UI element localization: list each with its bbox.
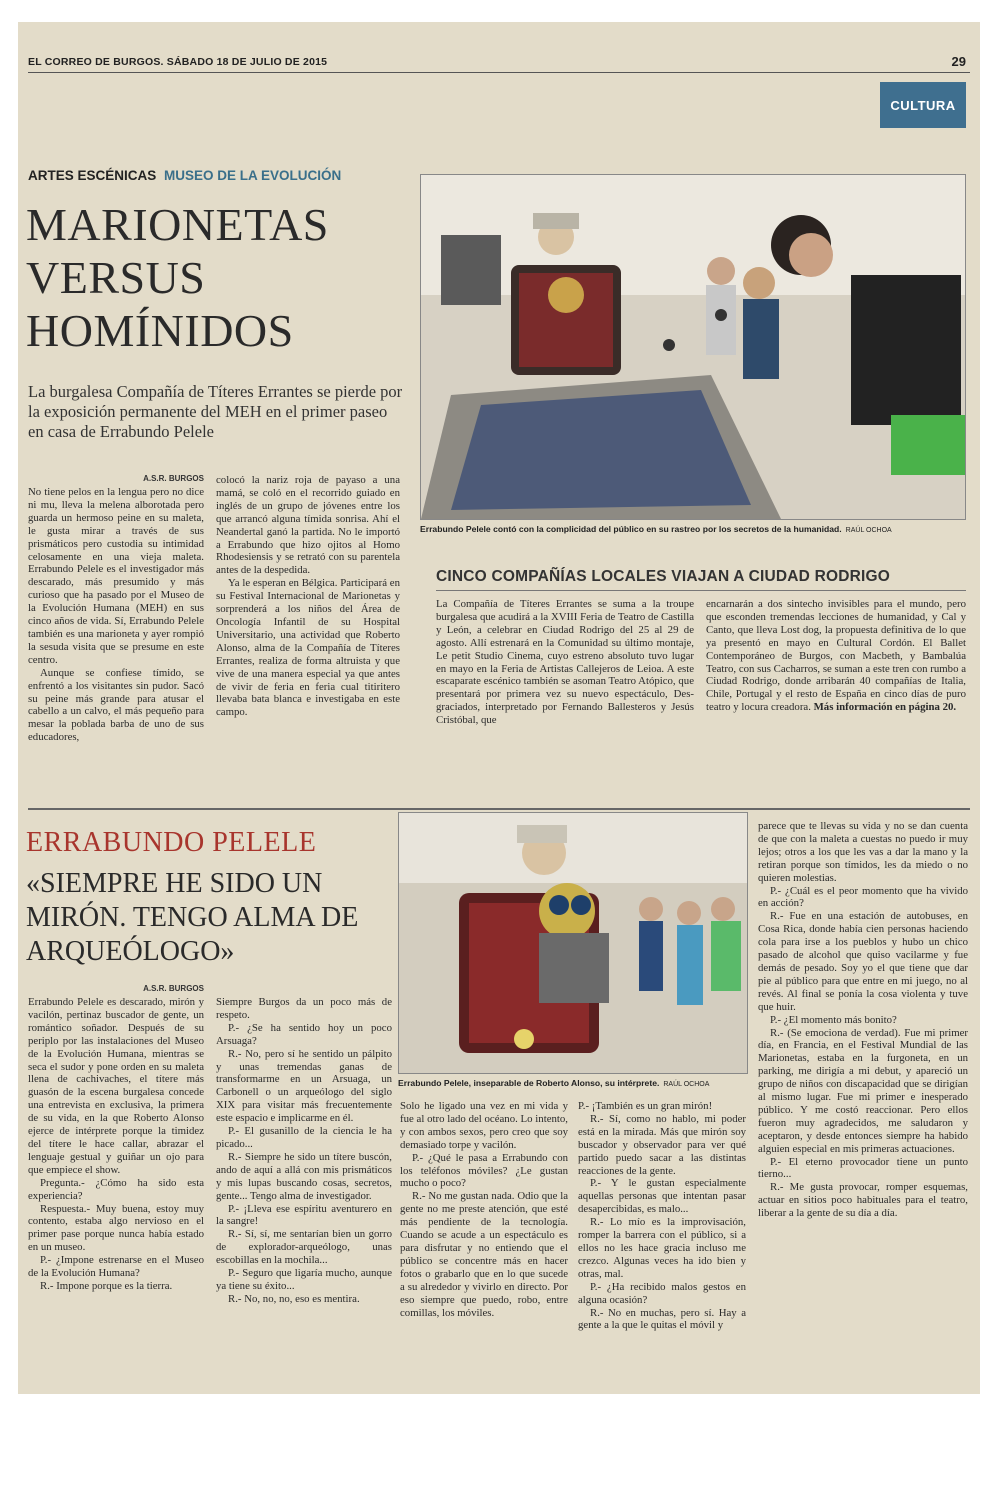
newspaper-page (18, 22, 980, 1394)
paragraph: R.- No en muchas, pero sí. Hay a gente a la que le quitas el móvil y (578, 1306, 746, 1332)
interview-column-2 (216, 996, 392, 1306)
paragraph: P.- ¿Qué le pasa a Errabundo con los teléfonos móviles? ¿Le gustan mucho o poco? (400, 1151, 568, 1190)
paragraph: P.- ¿El momento más bonito? (770, 1013, 897, 1026)
interview-name: ERRABUNDO PELELE (26, 827, 317, 858)
paragraph: Ya le esperan en Bélgica. Participará en su Festival Internacional de Marionetas y sorprenderá a los niños del Área de Oncología Infantil de su Hospital Universitario, una actividad que Roberto Alonso, alma de la Compañía de Títeres Errantes, realiza de forma altruista y que vive de una manera especial ya que antes de vivir de feria en feria cual titiritero llevaba bata blanca e investigaba en este campo. (216, 577, 400, 719)
kicker-category: ARTES ESCÉNICAS (28, 168, 157, 183)
paragraph: Aunque se confiese tímido, se enfrentó a los visitantes sin pudor. Sacó su peine más grande para atusar el cabello a un calvo, el más pequeño para mesar la poblada barba de uno de sus educadores, (28, 666, 204, 744)
paragraph: P.- ¡También es un gran mirón! (578, 1100, 713, 1112)
interview-byline: A.S.R. BURGOS (143, 984, 204, 993)
paragraph: encarnarán a dos sintecho invisibles para el mundo, pero que esconden tremendas lecciones de humanidad, y Cal y Canto, que lleva Lost dog, la propuesta definitiva de lo que ya presentó en mayo en Cultural Cordón. El Ballet Contemporáneo de Burgos, con Macbeth, y Bambalúa Teatro, con sus Cacharros, se suman a este tren con rumbo a Ciudad Rodrigo, donde arribarán 40 compañías de Italia, Chile, Portugal y el resto de España en cinco días de puro teatro y locura creadora. (706, 598, 966, 714)
article-column-1 (28, 486, 204, 744)
newspaper-dateline: EL CORREO DE BURGOS. SÁBADO 18 DE JULIO DE 2015 (28, 56, 328, 68)
box-rule (436, 590, 966, 591)
paragraph: P.- ¿Cuál es el peor momento que ha vivido en acción? (758, 884, 968, 910)
paragraph: R.- Impone porque es la tierra. (40, 1279, 173, 1292)
puppet-photo-illustration (399, 813, 747, 1073)
standfirst: La burgalesa Compañía de Títeres Errantes se pierde por la exposición permanente del MEH en el primer paseo en casa de Errabundo Pelele (28, 382, 403, 441)
paragraph: Pregunta.- ¿Cómo ha sido esta experiencia? (28, 1176, 204, 1202)
paragraph: P.- ¡Lleva ese espíritu aventurero en la sangre! (216, 1202, 392, 1228)
paragraph: R.- Sí, como no hablo, mi poder está en la mirada. Más que mirón soy buscador y observador para ver qué partido puedo sacar a las distintas reacciones de la gente. (578, 1112, 746, 1177)
museum-photo (420, 174, 966, 520)
headline-line: HOMÍNIDOS (26, 305, 294, 356)
paragraph: R.- No, no, no, eso es mentira. (228, 1292, 360, 1305)
photo-credit: RAÚL OCHOA (663, 1081, 710, 1088)
box-title: CINCO COMPAÑÍAS LOCALES VIAJAN A CIUDAD RODRIGO (436, 568, 891, 585)
section-divider (28, 808, 970, 810)
interview-column-1 (28, 996, 204, 1293)
paragraph: Solo he ligado una vez en mi vida y fue al otro lado del océano. Lo intento, y con ambos sexos, pero creo que soy demasiado torpe y vacilón. (400, 1100, 568, 1151)
headline-line: VERSUS (26, 252, 206, 303)
box-column-1 (436, 598, 694, 727)
paragraph: La Compañía de Títeres Errantes se suma a la troupe burgalesa que acudirá a la XVIII Feria de Teatro de Castilla y León, a celebrar en Ciudad Rodrigo del 25 al 29 de agosto. Allí estrenará en la Comunidad su último montaje, Le petit Studio Cinema, cuyo estreno absoluto tuvo lugar en mayo en la Feria de Artistas Callejeros de Leioa. A este escaparate escénico también se asoman Teatro Atópico, que presentará por primera vez su nuevo espectáculo, Des-graciados, interpretado por Fernando Ballesteros y Jesús Cristóbal, que (436, 598, 694, 727)
paragraph: P.- El gusanillo de la ciencia le ha picado... (216, 1125, 392, 1150)
paragraph: parece que te llevas su vida y no se dan cuenta de que con la maleta a cuestas no puedo ir muy lejos; otros a los que les vas a dar la mano y la retiran porque son tímidos, les da miedo o no quieren molestias. (758, 820, 968, 884)
paragraph: R.- Me gusta provocar, romper esquemas, actuar en sitios poco habituales para el teatro, liberar a la gente de su día a día. (758, 1181, 968, 1220)
paragraph: P.- ¿Se ha sentido hoy un poco Arsuaga? (216, 1021, 392, 1047)
kicker-topic: MUSEO DE LA EVOLUCIÓN (164, 168, 342, 183)
paragraph: P.- El eterno provocador tiene un punto tierno... (758, 1155, 968, 1181)
paragraph: R.- Fue en una estación de autobuses, en Cosa Rica, donde había cien personas haciendo cola para irse a los pueblos y hubo un chico pasado de alcohol que quiso vacilarme y fue demás de pesado. Soy yo el que tiene que dar pie al público para que entre en mi juego, no al revés. Al final se ponía la cosa violenta y tuve que huir. (758, 910, 968, 1013)
paragraph: Errabundo Pelele es descarado, mirón y vacilón, pertinaz buscador de gente, un romántico soñador. Después de su periplo por las instalaciones del Museo de la Evolución Humana, mientras se seca el sudor y pone orden en su maleta llena de cachivaches, el títere más guasón de la escena burgalesa concede una entrevista en exclusiva, la primera de su vida, en la que Roberto Alonso ejerce de intérprete porque la timidez del títere le hace callar, abrazar el lenguaje gestual y guiñar un ojo para que empiece el show. (28, 996, 204, 1176)
caption-text: Errabundo Pelele, inseparable de Roberto Alonso, su intérprete. (398, 1078, 660, 1088)
puppet-photo (398, 812, 748, 1074)
interview-column-3 (400, 1100, 568, 1319)
paragraph: R.- Siempre he sido un títere buscón, ando de aquí a allá con mis prismáticos y mis lupas buscando cosas, secretos, gente... Tengo alma de investigador. (216, 1150, 392, 1202)
paragraph: P.- Seguro que ligaría mucho, aunque ya tiene su éxito... (216, 1267, 392, 1292)
more-info: Más información en página 20. (813, 701, 957, 714)
paragraph: No tiene pelos en la lengua pero no dice ni mu, lleva la melena alborotada pero guarda un hermoso peine en su maleta, le gusta mirar a través de sus prismáticos pero custodia su intimidad celosamente en una vieja maleta. Errabundo Pelele es el investigador más descarado, más presumido y más curioso que ha pasado por el Museo de la Evolución Humana (MEH) en sus cinco años de vida. Sí, Errabundo Pelele también es una marioneta y ayer rompió la sesuda visita que se presume en este centro. (28, 486, 204, 666)
article-column-2 (216, 474, 400, 719)
paragraph: Respuesta.- Muy buena, estoy muy contento, estaba algo nervioso en el primer pase porque nunca había estado en un museo. (28, 1202, 204, 1254)
kicker (28, 168, 341, 183)
caption-text: Errabundo Pelele contó con la complicidad del público en su rastreo por los secretos de la humanidad. (420, 524, 842, 534)
photo-caption (420, 524, 964, 534)
section-tab: CULTURA (880, 82, 966, 128)
interview-column-4 (578, 1100, 746, 1332)
paragraph: R.- No me gustan nada. Odio que la gente no me preste atención, que esté más pendiente de la tecnología. Cuando se acude a un espectáculo es para disfrutar y no entiendo que el público se concentre más en hacer fotos o grabarlo que en lo que sucede a su alrededor y vivirlo en directo. Por eso siempre que puedo, robo, entre comillas, los móviles. (400, 1190, 568, 1319)
paragraph: R.- Sí, sí, me sentarían bien un gorro de explorador-arqueólogo, unas escobillas en la mochila... (216, 1228, 392, 1267)
box-column-2 (706, 598, 966, 714)
header-rule (28, 72, 970, 73)
paragraph: P.- ¿Impone estrenarse en el Museo de la Evolución Humana? (28, 1254, 204, 1280)
paragraph: P.- Y le gustan especialmente aquellas personas que intentan pasar desapercibidas, es malo... (578, 1177, 746, 1216)
paragraph: Siempre Burgos da un poco más de respeto. (216, 996, 392, 1021)
puppet-photo-caption (398, 1078, 746, 1088)
headline-line: MARIONETAS (26, 199, 329, 250)
main-headline (26, 198, 396, 357)
museum-photo-illustration (421, 175, 965, 519)
interview-column-5 (758, 820, 968, 1220)
interview-headline: «SIEMPRE HE SIDO UN MIRÓN. TENGO ALMA DE ARQUEÓLOGO» (26, 868, 359, 967)
paragraph: R.- No, pero sí he sentido un pálpito y unas tremendas ganas de transformarme en un Arsuaga, un Carbonell o un arqueólogo del siglo XIX para visitar más frecuentemente este espacio e implicarme en él. (216, 1047, 392, 1125)
page-number: 29 (951, 54, 966, 69)
paragraph: colocó la nariz roja de payaso a una mamá, se coló en el recorrido guiado en inglés de un grupo de jóvenes entre los que arrancó alguna tímida sonrisa. Ahí el Neandertal ganó la partida. No le importó a Errabundo que hizo ojitos al Homo Rhodesiensis y se retrató con su parentela antes de la despedida. (216, 474, 400, 577)
paragraph: R.- Lo mío es la improvisación, romper la barrera con el público, si a ellos no les hace gracia incluso me crezco. Algunas veces ha ido bien y otras, mal. (578, 1216, 746, 1280)
paragraph: R.- (Se emociona de verdad). Fue mi primer día, en Francia, en el Festival Mundial de las Marionetas, estaba en la furgoneta, en un parking, me dirigía a mi debut, y apareció un grupo de niños con discapacidad que se dirigían al mismo lugar. Fue mi primer e inesperado público. Y me costó reaccionar. Pero ellos fueron muy agradecidos, me saludaron y aceptaron, y desde entonces siempre ha habido alguien especial en mis primeras actuaciones. (758, 1026, 968, 1155)
paragraph: P.- ¿Ha recibido malos gestos en alguna ocasión? (578, 1280, 746, 1306)
byline: A.S.R. BURGOS (143, 474, 204, 483)
photo-credit: RAÚL OCHOA (845, 527, 892, 534)
